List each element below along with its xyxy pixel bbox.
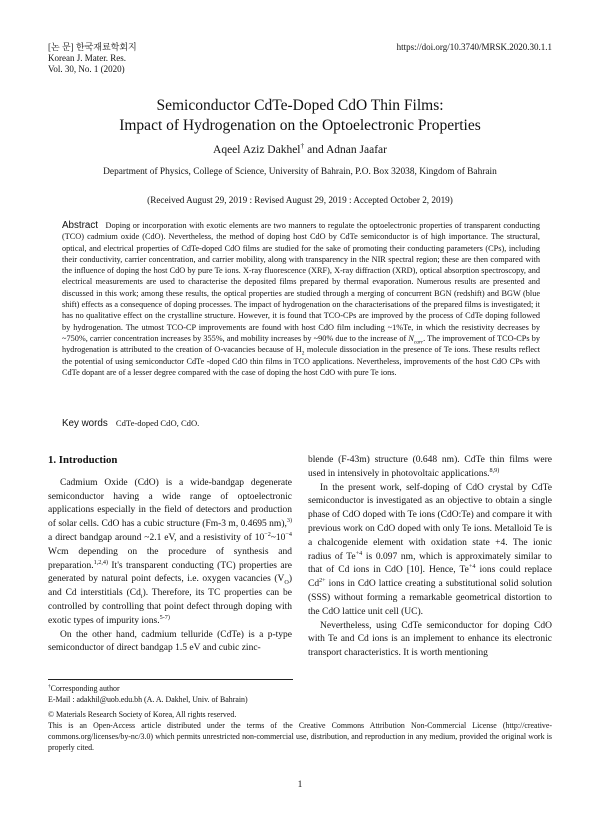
intro-paragraph-4: In the present work, self-doping of CdO crystal by CdTe semiconductor is investigated as an objective to obtain a single phase of CdO doped with Te ions (CdO:Te) and compare it with previous work on CdO doped with only Te ions. Metalloid Te is a chalcogenide element with oxidation state +4. The ionic radius of $Te^{+4}$ is 0.097 nm, which is approximately similar to that of Cd ions in CdO [10]. Hence, $Te^{+4}$ ions could replace $Cd^{2+}$ ions in CdO lattice creating a substitutional solid solution (SSS) without forming a remarkable geometrical distortion to the CdO lattice unit cell (UC). [308, 482, 552, 617]
authors [0, 141, 600, 156]
abstract-label: Abstract [62, 220, 98, 231]
keywords [62, 418, 540, 429]
abstract-text-3: molecule dissociation in the presence of Te ions. These results reflect the potential of using semiconductor CdTe -doped CdO thin films in TCO applications. Nevertheless, improvements of the host CdO CPs with CdTe dopant are of a lesser degree compared with the case of doping the host CdO with pure Te ions. [62, 345, 540, 377]
right-column [308, 454, 552, 661]
journal-header [48, 42, 137, 75]
abstract-text-2: . The improvement of TCO-CPs by hydrogenation is attributed to the creation of O-vacancies because of H [62, 333, 540, 355]
keywords-text: CdTe-doped CdO, CdO. [115, 418, 200, 428]
keywords-label: Key words [62, 418, 108, 429]
page-number: 1 [297, 780, 303, 790]
paper-title [0, 96, 600, 136]
corresponding-author: †Corresponding author [48, 683, 120, 693]
intro-paragraph-5: Nevertheless, using CdTe semiconductor for doping CdO with Te and Cd ions is an implement to enhance its electronic transport characteristics. It is worth mentioning [308, 620, 552, 659]
intro-paragraph-3: blende (F-43m) structure (0.648 nm). CdTe thin films were used in intensively in photovoltaic applications.$^{8,9)}$ [308, 455, 552, 479]
intro-paragraph-1: Cadmium Oxide (CdO) is a wide-bandgap degenerate semiconductor having a wide range of optoelectronic applications especially in the field of detectors and production of solar cells. CdO has a cubic structure (Fm-3 m, 0.4695 nm),$^{3)}$ a direct bandgap around ~2.1 eV, and a resistivity of $10^{-2}\sim 10^{-4}$ Wcm depending on the procedure of synthesis and preparation.$^{1,2,4)}$ It's transparent conducting (TC) properties are generated by natural point defects, i.e. oxygen vacancies $(V_O)$ and Cd interstitials $(Cd_i)$. Therefore, its TC properties can be controlled by controlling that point defect through doping with exotic types of impurity ions.$^{5-7)}$ [48, 477, 292, 626]
abstract-ncarr-sub: carr [413, 339, 424, 346]
section-heading: 1. Introduction [48, 454, 118, 466]
footnotes [48, 684, 552, 753]
doi-link[interactable]: https://doi.org/10.3740/MRSK.2020.30.1.1 [396, 42, 552, 52]
corresponding-mark: † [300, 141, 305, 151]
author-1: Aqeel Aziz Dakhel [213, 144, 301, 156]
affiliation: Department of Physics, College of Science, University of Bahrain, P.O. Box 32038, Kingdom of Bahrain [103, 167, 497, 177]
author-joiner: and [304, 144, 326, 156]
license-notice: This is an Open-Access article distributed under the terms of the Creative Commons Attribution Non-Commercial License (http://creative-commons.org/licenses/by-nc/3.0) which permits unrestricted non-commercial use, distribution, and reproduction in any medium, provided the original work is properly cited. [48, 721, 552, 752]
copyright-notice: © Materials Research Society of Korea, All rights reserved. [48, 710, 237, 720]
journal-volume: Vol. 30, No. 1 (2020) [48, 64, 125, 74]
title-line-2: Impact of Hydrogenation on the Optoelectronic Properties [119, 117, 481, 134]
abstract-ncarr: N [408, 333, 414, 343]
footnote-divider [48, 679, 293, 680]
intro-paragraph-2: On the other hand, cadmium telluride (CdTe) is a p-type semiconductor of direct bandgap 1.5 eV and cubic zinc- [48, 629, 292, 654]
journal-english-name: Korean J. Mater. Res. [48, 53, 126, 63]
author-2: Adnan Jaafar [325, 144, 387, 156]
author-email: E-Mail : adakhil@uob.edu.bh (A. A. Dakhel, Univ. of Bahrain) [48, 694, 248, 704]
title-line-1: Semiconductor CdTe-Doped CdO Thin Films: [156, 97, 444, 114]
abstract [62, 220, 540, 378]
abstract-text-1: Doping or incorporation with exotic elements are two manners to regulate the optoelectronic properties of transparent conducting (TCO) cadmium oxide (CdO). Nevertheless, the method of doping host CdO by CdTe semiconductor is of high importance. The structural, optical, and electrical properties of CdTe-doped CdO films are studied for the sake of promoting their conducting parameters (CPs), including their conductivity, carrier concentration, and carrier mobility, along with transparency in the NIR spectral region; these are then compared with the influence of doping the host CdO by pure Te ions. X-ray fluorescence (XRF), X-ray diffraction (XRD), optical absorption spectroscopy, and electrical measurements are used to characterise the deposited films prepared by thermal evaporation. Numerous results are presented and discussed in this work; among these results, the optical properties are studied through a merging of concurrent BGN (redshift) and BGW (blue shift) effects as a consequence of doping processes. The impact of hydrogenation on the characterisations of the prepared films is investigated; it has no qualitative effect on the crystalline structure. However, it is found that TCO-CPs are improved by the process of CdTe doping followed by hydrogenation. The utmost TCO-CP improvements are found with host CdO film including ~1%Te, in which the resistivity decreases by ~750%, carrier concentration increases by 355%, and mobility increases by ~90% due to the increase of [62, 221, 541, 343]
left-column [48, 454, 292, 656]
received-dates: (Received August 29, 2019 : Revised August 29, 2019 : Accepted October 2, 2019) [147, 195, 453, 205]
abstract-h2-sub: 2 [301, 350, 305, 357]
journal-korean-name: [논 문] 한국재료학회지 [48, 42, 137, 52]
